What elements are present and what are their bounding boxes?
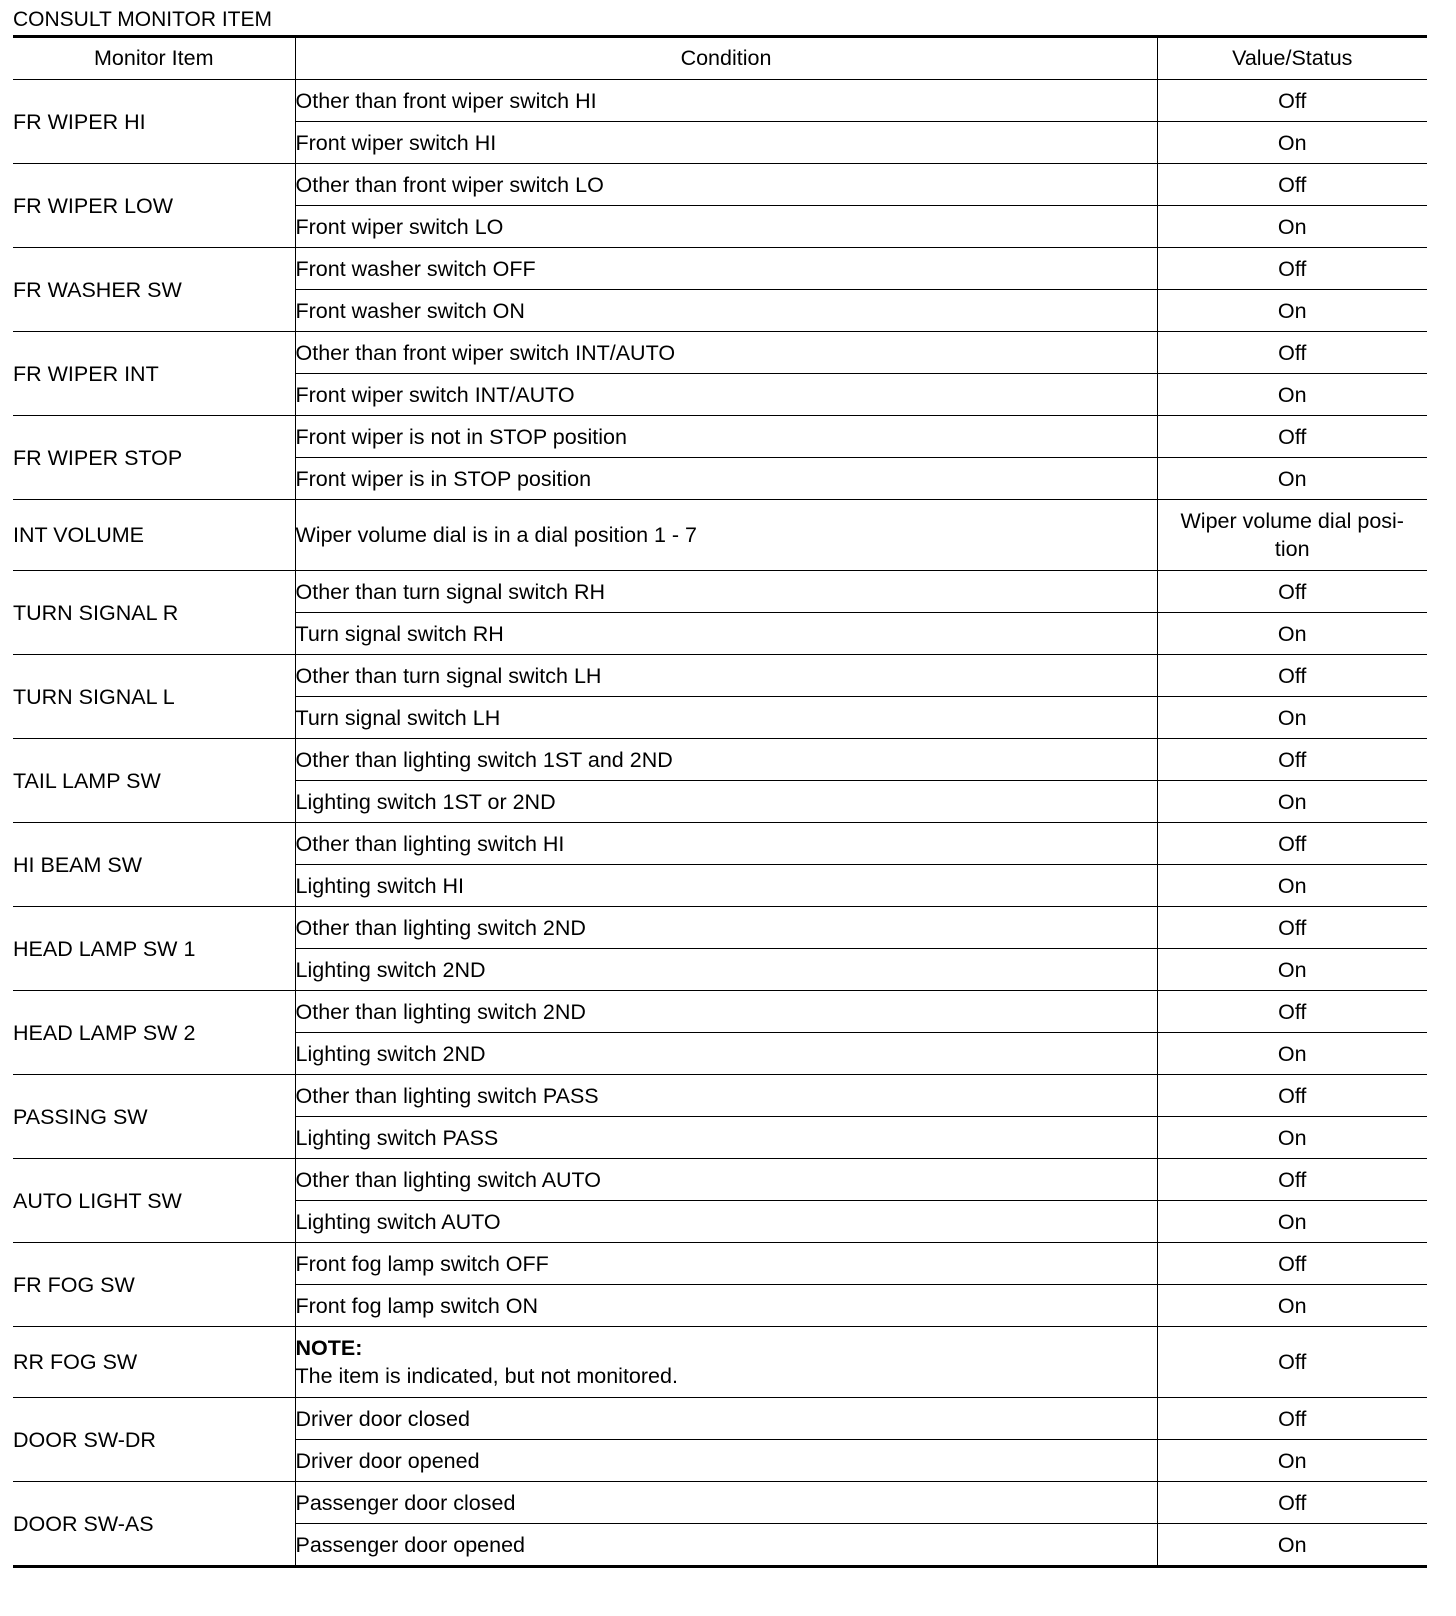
header-monitor-item: Monitor Item	[13, 37, 295, 80]
condition-note-cell	[295, 1327, 1157, 1398]
condition-cell: Front fog lamp switch OFF	[295, 1243, 1157, 1285]
table-row	[13, 248, 1427, 290]
header-condition: Condition	[295, 37, 1157, 80]
value-status-cell: Off	[1157, 1075, 1427, 1117]
monitor-item-cell: FR WASHER SW	[13, 248, 295, 332]
table-row	[13, 500, 1427, 571]
table-row	[13, 416, 1427, 458]
value-status-cell: Off	[1157, 164, 1427, 206]
condition-cell: Other than lighting switch HI	[295, 823, 1157, 865]
condition-cell: Passenger door opened	[295, 1524, 1157, 1567]
value-status-cell: Wiper volume dial posi- tion	[1157, 500, 1427, 571]
value-status-cell: Off	[1157, 1327, 1427, 1398]
monitor-item-cell: INT VOLUME	[13, 500, 295, 571]
value-status-cell: On	[1157, 949, 1427, 991]
monitor-item-cell: FR WIPER HI	[13, 80, 295, 164]
condition-cell: Other than lighting switch 2ND	[295, 907, 1157, 949]
monitor-item-cell: FR WIPER INT	[13, 332, 295, 416]
monitor-item-cell: HEAD LAMP SW 1	[13, 907, 295, 991]
condition-cell: Front wiper is in STOP position	[295, 458, 1157, 500]
condition-cell: Front washer switch OFF	[295, 248, 1157, 290]
value-status-cell: On	[1157, 1033, 1427, 1075]
condition-cell: Front wiper switch LO	[295, 206, 1157, 248]
table-body	[13, 80, 1427, 1567]
monitor-item-cell: FR WIPER LOW	[13, 164, 295, 248]
value-status-cell: On	[1157, 1117, 1427, 1159]
table-row	[13, 1398, 1427, 1440]
condition-cell: Other than turn signal switch RH	[295, 571, 1157, 613]
monitor-item-cell: TURN SIGNAL R	[13, 571, 295, 655]
value-status-cell: On	[1157, 374, 1427, 416]
value-status-cell: Off	[1157, 823, 1427, 865]
condition-cell: Front washer switch ON	[295, 290, 1157, 332]
value-status-cell: On	[1157, 1524, 1427, 1567]
monitor-item-cell: HEAD LAMP SW 2	[13, 991, 295, 1075]
monitor-item-cell: DOOR SW-DR	[13, 1398, 295, 1482]
value-status-cell: Off	[1157, 416, 1427, 458]
table-row	[13, 991, 1427, 1033]
condition-cell: Other than front wiper switch LO	[295, 164, 1157, 206]
condition-cell: Lighting switch 2ND	[295, 1033, 1157, 1075]
value-status-cell: On	[1157, 697, 1427, 739]
condition-cell: Turn signal switch RH	[295, 613, 1157, 655]
value-status-cell: Off	[1157, 1243, 1427, 1285]
value-status-cell: Off	[1157, 332, 1427, 374]
condition-cell: Front fog lamp switch ON	[295, 1285, 1157, 1327]
condition-cell: Wiper volume dial is in a dial position 1 - 7	[295, 500, 1157, 571]
value-status-cell: On	[1157, 865, 1427, 907]
value-status-cell: Off	[1157, 1159, 1427, 1201]
table-row	[13, 164, 1427, 206]
table-row	[13, 1075, 1427, 1117]
condition-cell: Other than lighting switch 1ST and 2ND	[295, 739, 1157, 781]
condition-cell: Other than turn signal switch LH	[295, 655, 1157, 697]
table-row	[13, 1327, 1427, 1398]
condition-cell: Lighting switch HI	[295, 865, 1157, 907]
condition-cell: Lighting switch 1ST or 2ND	[295, 781, 1157, 823]
condition-cell: Other than lighting switch PASS	[295, 1075, 1157, 1117]
consult-monitor-table	[13, 35, 1427, 1568]
condition-cell: Other than front wiper switch INT/AUTO	[295, 332, 1157, 374]
monitor-item-cell: HI BEAM SW	[13, 823, 295, 907]
table-row	[13, 1159, 1427, 1201]
value-status-cell: On	[1157, 1285, 1427, 1327]
condition-cell: Lighting switch AUTO	[295, 1201, 1157, 1243]
value-status-cell: On	[1157, 290, 1427, 332]
table-row	[13, 1243, 1427, 1285]
table-row	[13, 1482, 1427, 1524]
condition-cell: Other than lighting switch 2ND	[295, 991, 1157, 1033]
table-row	[13, 571, 1427, 613]
table-row	[13, 80, 1427, 122]
condition-cell: Front wiper switch HI	[295, 122, 1157, 164]
value-status-cell: Off	[1157, 80, 1427, 122]
value-status-cell: On	[1157, 206, 1427, 248]
value-status-cell: Off	[1157, 1482, 1427, 1524]
monitor-item-cell: TAIL LAMP SW	[13, 739, 295, 823]
table-row	[13, 739, 1427, 781]
table-row	[13, 655, 1427, 697]
value-status-cell: Off	[1157, 739, 1427, 781]
condition-cell: Lighting switch PASS	[295, 1117, 1157, 1159]
table-row	[13, 823, 1427, 865]
value-status-cell: On	[1157, 458, 1427, 500]
condition-cell: Front wiper switch INT/AUTO	[295, 374, 1157, 416]
table-row	[13, 332, 1427, 374]
condition-cell: Other than lighting switch AUTO	[295, 1159, 1157, 1201]
condition-cell: Other than front wiper switch HI	[295, 80, 1157, 122]
page-title: CONSULT MONITOR ITEM	[13, 8, 273, 31]
monitor-item-cell: FR FOG SW	[13, 1243, 295, 1327]
monitor-item-cell: TURN SIGNAL L	[13, 655, 295, 739]
value-status-cell: On	[1157, 1201, 1427, 1243]
monitor-item-cell: FR WIPER STOP	[13, 416, 295, 500]
note-text: The item is indicated, but not monitored.	[295, 1364, 678, 1388]
value-status-cell: Off	[1157, 907, 1427, 949]
condition-cell: Turn signal switch LH	[295, 697, 1157, 739]
monitor-item-cell: DOOR SW-AS	[13, 1482, 295, 1567]
value-status-cell: Off	[1157, 1398, 1427, 1440]
note-label: NOTE:	[295, 1336, 363, 1360]
condition-cell: Lighting switch 2ND	[295, 949, 1157, 991]
value-status-cell: On	[1157, 781, 1427, 823]
table-header-row	[13, 37, 1427, 80]
monitor-item-cell: RR FOG SW	[13, 1327, 295, 1398]
value-status-cell: Off	[1157, 991, 1427, 1033]
value-status-cell: Off	[1157, 248, 1427, 290]
value-status-cell: On	[1157, 613, 1427, 655]
value-status-cell: Off	[1157, 655, 1427, 697]
condition-cell: Passenger door closed	[295, 1482, 1157, 1524]
condition-cell: Driver door opened	[295, 1440, 1157, 1482]
condition-cell: Driver door closed	[295, 1398, 1157, 1440]
header-value-status: Value/Status	[1157, 37, 1427, 80]
condition-cell: Front wiper is not in STOP position	[295, 416, 1157, 458]
monitor-item-cell: PASSING SW	[13, 1075, 295, 1159]
value-status-cell: Off	[1157, 571, 1427, 613]
monitor-item-cell: AUTO LIGHT SW	[13, 1159, 295, 1243]
table-row	[13, 907, 1427, 949]
value-status-cell: On	[1157, 1440, 1427, 1482]
value-status-cell: On	[1157, 122, 1427, 164]
